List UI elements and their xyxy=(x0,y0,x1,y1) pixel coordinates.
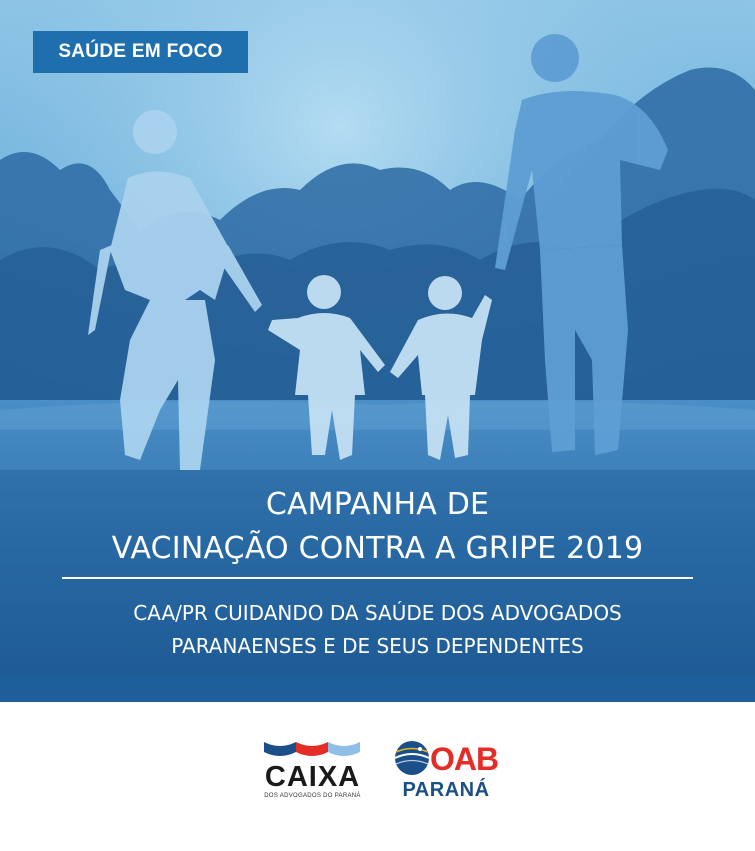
oab-logo xyxy=(394,740,498,802)
caixa-logo xyxy=(260,740,365,802)
subheadline-line-2: PARANAENSES E DE SEUS DEPENDENTES xyxy=(171,634,584,658)
section-badge: SAÚDE EM FOCO xyxy=(33,31,248,73)
oab-name: OAB xyxy=(430,741,499,777)
bottom-band xyxy=(0,675,755,702)
headline-line-2: VACINAÇÃO CONTRA A GRIPE 2019 xyxy=(111,531,644,566)
oab-globe-icon xyxy=(394,740,430,776)
subheadline-line-1: CAA/PR CUIDANDO DA SAÚDE DOS ADVOGADOS xyxy=(133,601,622,625)
caixa-logo-icon xyxy=(260,740,365,760)
caixa-name: CAIXA xyxy=(264,761,361,793)
headline-line-1: CAMPANHA DE xyxy=(265,487,490,522)
logo-footer xyxy=(0,702,755,851)
oab-subtitle: PARANÁ xyxy=(402,779,490,801)
divider xyxy=(62,577,693,579)
caixa-subtitle: DOS ADVOGADOS DO PARANÁ xyxy=(264,793,361,799)
